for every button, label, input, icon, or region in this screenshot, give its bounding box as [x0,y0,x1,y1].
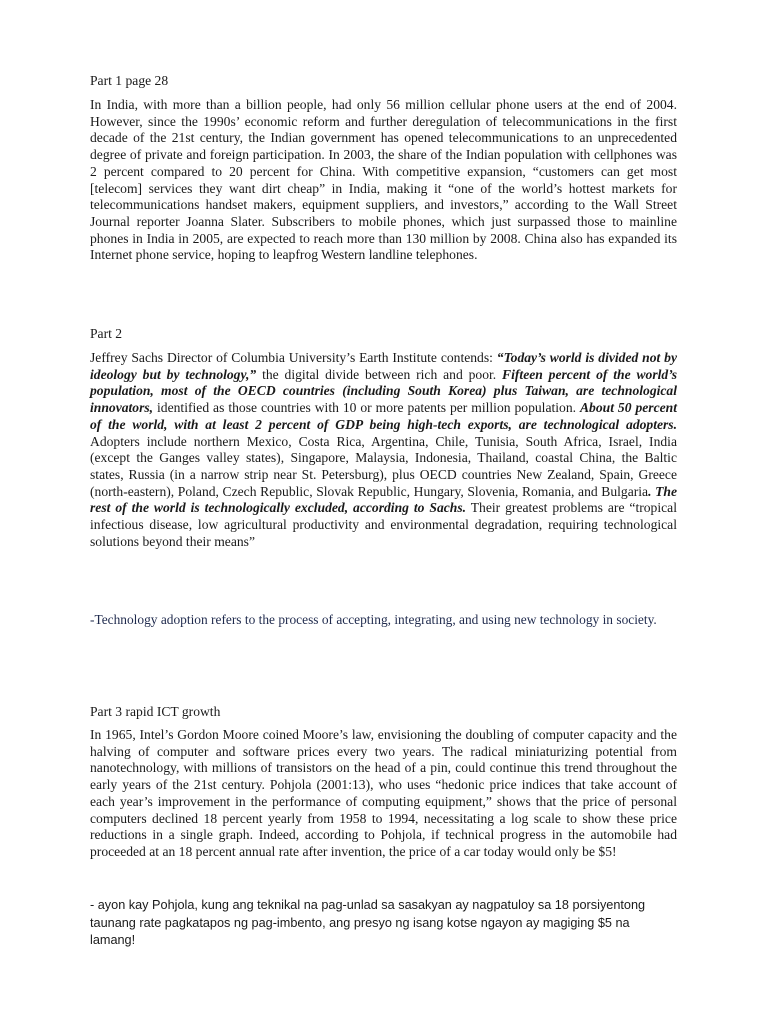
technology-adoption-note: -Technology adoption refers to the process of accepting, integrating, and using new technology in society. [90,612,657,627]
part2-paragraph: Jeffrey Sachs Director of Columbia University’s Earth Institute contends: “Today’s world is divided not by ideology but by technology,” the digital divide between rich and poor. Fifteen percent of the world’s population, most of the OECD countries (including South Korea) plus Taiwan, are technological innovators, identified as those countries with 10 or more patents per million population. About 50 percent of the world, with at least 2 percent of GDP being high-tech exports, are technological adopters. Adopters include northern Mexico, Costa Rica, Argentina, Chile, Tunisia, South Africa, Israel, India (except the Ganges valley states), Singapore, Malaysia, Indonesia, Thailand, coastal China, the Baltic states, Russia (in a narrow strip near St. Petersburg), plus OECD countries New Zealand, Spain, Greece (north-eastern), Poland, Czech Republic, Slovak Republic, Hungary, Slovenia, Romania, and Bulgaria. The rest of the world is technologically excluded, according to Sachs. Their greatest problems are “tropical infectious disease, low agricultural productivity and environmental degradation, requiring technological solutions beyond their means” [90,350,678,549]
part1-paragraph: In India, with more than a billion people, had only 56 million cellular phone users at the end of 2004. However, since the 1990s’ economic reform and further deregulation of telecommunications in the first decade of the 21st century, the Indian government has opened telecommunications to an unprecedented degree of private and foreign participation. In 2003, the share of the Indian population with cellphones was 2 percent compared to 20 percent for China. With competitive expansion, “customers can get most [telecom] services they want dirt cheap” in India, making it “one of the world’s hottest markets for telecommunications handset makers, equipment suppliers, and investors,” according to the Wall Street Journal reporter Joanna Slater. Subscribers to mobile phones, which just surpassed those to mainline phones in India in 2005, are expected to reach more than 130 million by 2008. China also has expanded its Internet phone service, hoping to leapfrog Western landline telephones. [90,97,677,263]
tagalog-translation: - ayon kay Pohjola, kung ang teknikal na pag-unlad sa sasakyan ay nagpatuloy sa 18 porsiyentong taunang rate pagkatapos ng pag-imbento, ang presyo ng isang kotse ngayon ay magiging $5 na lamang! [90,898,646,948]
part3-paragraph: In 1965, Intel’s Gordon Moore coined Moore’s law, envisioning the doubling of computer capacity and the halving of computer and software prices every two years. The radical miniaturizing potential from nanotechnology, with millions of transistors on the head of a pin, could continue this trend throughout the early years of the 21st century. Pohjola (2001:13), who uses “hedonic price indices that take account of each year’s improvement in the performance of computing equipment,” shows that the price of personal computers declined 18 percent yearly from 1958 to 1994, necessitating a log scale to show these price reductions in a single graph. Indeed, according to Pohjola, if technical progress in the automobile had proceeded at an 18 percent annual rate after invention, the price of a car today would only be $5! [90,727,677,859]
part2-heading: Part 2 [90,326,123,341]
part1-heading: Part 1 page 28 [90,73,169,88]
part3-heading: Part 3 rapid ICT growth [90,704,221,719]
